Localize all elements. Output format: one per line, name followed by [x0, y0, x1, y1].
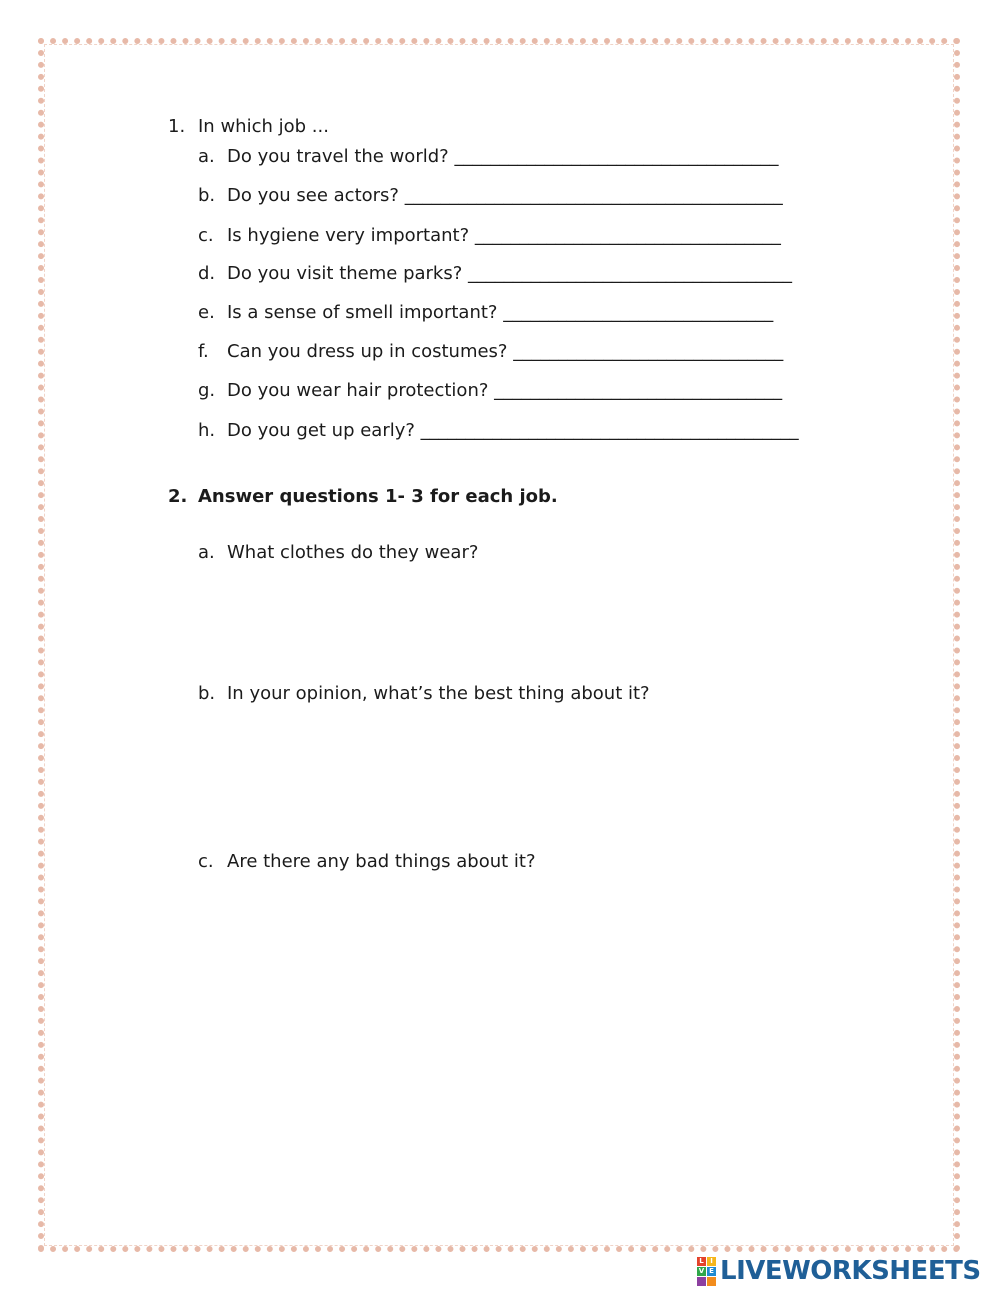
question-text: Do you travel the world?	[227, 146, 449, 167]
question-letter: f.	[198, 341, 209, 362]
question-1e	[198, 302, 773, 323]
answer-blank[interactable]: ____________________________________	[454, 146, 779, 167]
logo-square: V	[698, 1266, 705, 1275]
logo-square	[697, 1277, 706, 1286]
answer-blank[interactable]: __________________________________________	[420, 420, 799, 441]
question-text: Do you get up early?	[227, 420, 415, 441]
question-letter: c.	[198, 225, 214, 246]
question-text: What clothes do they wear?	[227, 542, 479, 563]
question-1b	[198, 185, 783, 206]
question-1f	[198, 341, 783, 362]
section-1-heading	[168, 116, 329, 137]
section-2-number: 2.	[168, 486, 188, 507]
question-text: Do you see actors?	[227, 185, 399, 206]
answer-blank[interactable]: __________________________________________	[404, 185, 783, 206]
answer-blank[interactable]: __________________________________	[474, 225, 781, 246]
question-letter: g.	[198, 380, 216, 401]
question-2b	[198, 683, 650, 704]
logo-square: I	[707, 1257, 716, 1266]
question-text: Are there any bad things about it?	[227, 851, 536, 872]
logo-square	[707, 1277, 716, 1286]
answer-blank[interactable]: ________________________________	[494, 380, 783, 401]
answer-blank[interactable]: ______________________________	[513, 341, 784, 362]
question-text: Is a sense of smell important?	[227, 302, 498, 323]
question-letter: b.	[198, 683, 216, 704]
question-letter: h.	[198, 420, 216, 441]
logo-square: E	[707, 1267, 716, 1276]
answer-blank[interactable]: ______________________________	[503, 302, 774, 323]
question-text: Do you visit theme parks?	[227, 263, 463, 284]
question-1c	[198, 225, 781, 246]
question-letter: a.	[198, 542, 215, 563]
question-text: Can you dress up in costumes?	[227, 341, 508, 362]
answer-blank[interactable]: ____________________________________	[468, 263, 793, 284]
question-text: In your opinion, what’s the best thing about it?	[227, 683, 650, 704]
question-1h	[198, 420, 799, 441]
question-text: Is hygiene very important?	[227, 225, 470, 246]
question-2a	[198, 542, 478, 563]
liveworksheets-logo	[697, 1256, 981, 1286]
question-1g	[198, 380, 782, 401]
logo-squares-icon	[697, 1257, 716, 1286]
question-text: Do you wear hair protection?	[227, 380, 489, 401]
question-2c	[198, 851, 536, 872]
question-1a	[198, 146, 778, 167]
section-1-heading-text: In which job ...	[198, 116, 329, 137]
question-1d	[198, 263, 792, 284]
question-letter: c.	[198, 851, 214, 872]
question-letter: d.	[198, 263, 216, 284]
section-2-heading	[168, 486, 558, 507]
logo-text: LIVEWORKSHEETS	[720, 1256, 981, 1286]
question-letter: e.	[198, 302, 215, 323]
section-1-number: 1.	[168, 116, 186, 137]
section-2-heading-text: Answer questions 1- 3 for each job.	[198, 486, 558, 507]
question-letter: a.	[198, 146, 215, 167]
question-letter: b.	[198, 185, 216, 206]
logo-square: L	[697, 1257, 706, 1266]
